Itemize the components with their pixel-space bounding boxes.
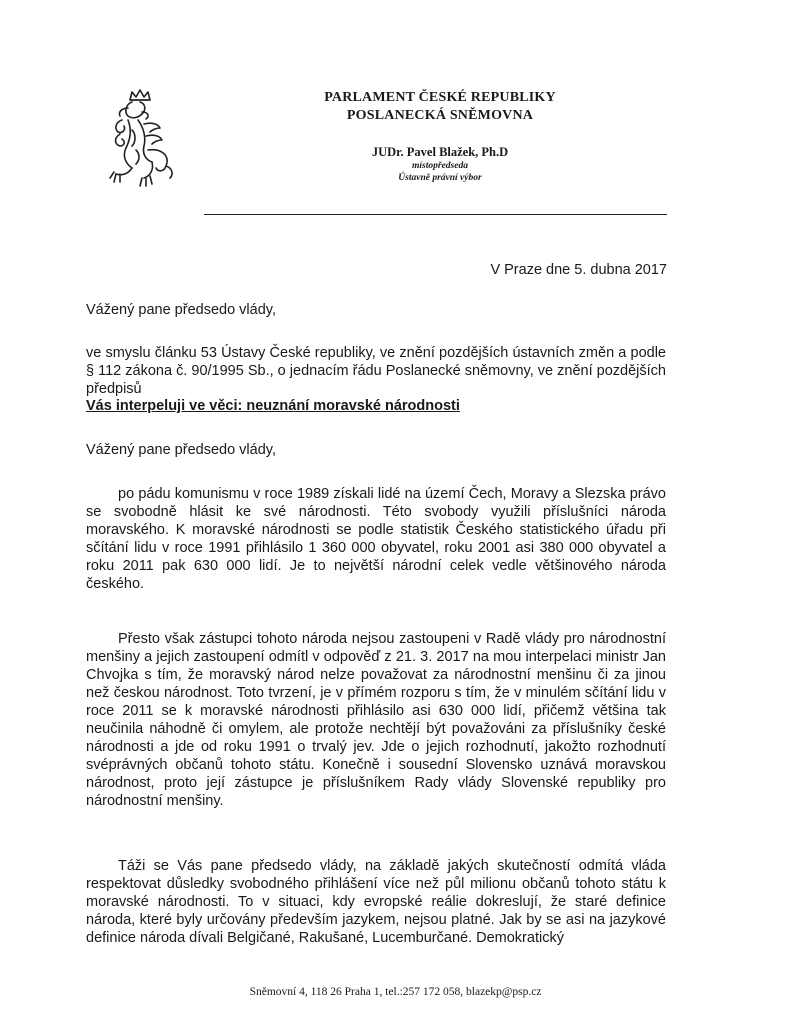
lion-emblem-icon [92,86,184,198]
sender-role: místopředseda [412,161,468,171]
chamber-name: POSLANECKÁ SNĚMOVNA [346,108,534,123]
body-paragraph-1 [86,485,666,593]
body-paragraph-3 [86,857,666,947]
salutation-second: Vážený pane předsedo vlády, [86,442,276,458]
parliament-name: PARLAMENT ČESKÉ REPUBLIKY [324,90,556,105]
letterhead-divider [204,214,667,215]
paragraph-text: Táži se Vás pane předsedo vlády, na základě jakých skutečností odmítá vláda respektovat důsledky svobodného přihlášení více než půl milionu občanů tohoto státu k moravské národnosti. To v situaci, kdy evropské reálie dokreslují, že staré definice národa, které byly určovány především jazykem, nejsou platné. Jak by se asi na jazykové definice národa dívali Belgičané, Rakušané, Lucemburčané. Demokratický [86,858,666,946]
salutation-first: Vážený pane předsedo vlády, [86,302,276,318]
footer-contact: Sněmovní 4, 118 26 Praha 1, tel.:257 172 058, blazekp@psp.cz [249,986,542,998]
letter-date: V Praze dne 5. dubna 2017 [490,262,667,278]
sender-committee: Ústavně právní výbor [398,173,482,183]
body-paragraph-2 [86,630,666,810]
letterhead [290,89,590,184]
paragraph-text: po pádu komunismu v roce 1989 získali lidé na území Čech, Moravy a Slezska právo se svobodně hlásit ke své národnosti. Této svobody využili příslušníci národa moravského. K moravské národnosti se podle statistik Českého statistického úřadu při sčítání lidu v roce 1991 přihlásilo 1 360 000 obyvatel, roku 2001 asi 380 000 obyvatel a roku 2011 pak 630 000 lidí. Je to největší národní celek vedle většinového národa českého. [86,486,666,592]
sender-name: JUDr. Pavel Blažek, Ph.D [371,145,509,159]
paragraph-text: Přesto však zástupci tohoto národa nejsou zastoupeni v Radě vlády pro národnostní menšiny a jejich zastoupení odmítl v odpověď z 21. 3. 2017 na mou interpelaci ministr Jan Chvojka s tím, že moravský národ nelze považovat za národnostní menšinu či za jinou než českou národnost. Toto tvrzení, je v přímém rozporu s tím, že v minulém sčítání lidu v roce 2011 se k moravské národnosti přihlásilo asi 630 000 lidí, přičemž většina tak neučinila náhodně či omylem, ale protože nechtějí být považováni za příslušníky české národnosti a jde od roku 1991 o trvalý jev. Jde o jejich rozhodnutí, jakožto rozhodnutí svéprávných občanů tohoto státu. Konečně i sousední Slovensko uznává moravskou národnost, proto její zástupce je příslušníkem Rady vlády Slovenské republiky pro národnostní menšiny. [86,631,666,809]
interpellation-subject: Vás interpeluji ve věci: neuznání moravské národnosti [86,398,460,414]
legal-basis-paragraph: ve smyslu článku 53 Ústavy České republiky, ve znění pozdějších ústavních změn a podle § 112 zákona č. 90/1995 Sb., o jednacím řádu Poslanecké sněmovny, ve znění pozdějších předpisů [86,345,666,397]
